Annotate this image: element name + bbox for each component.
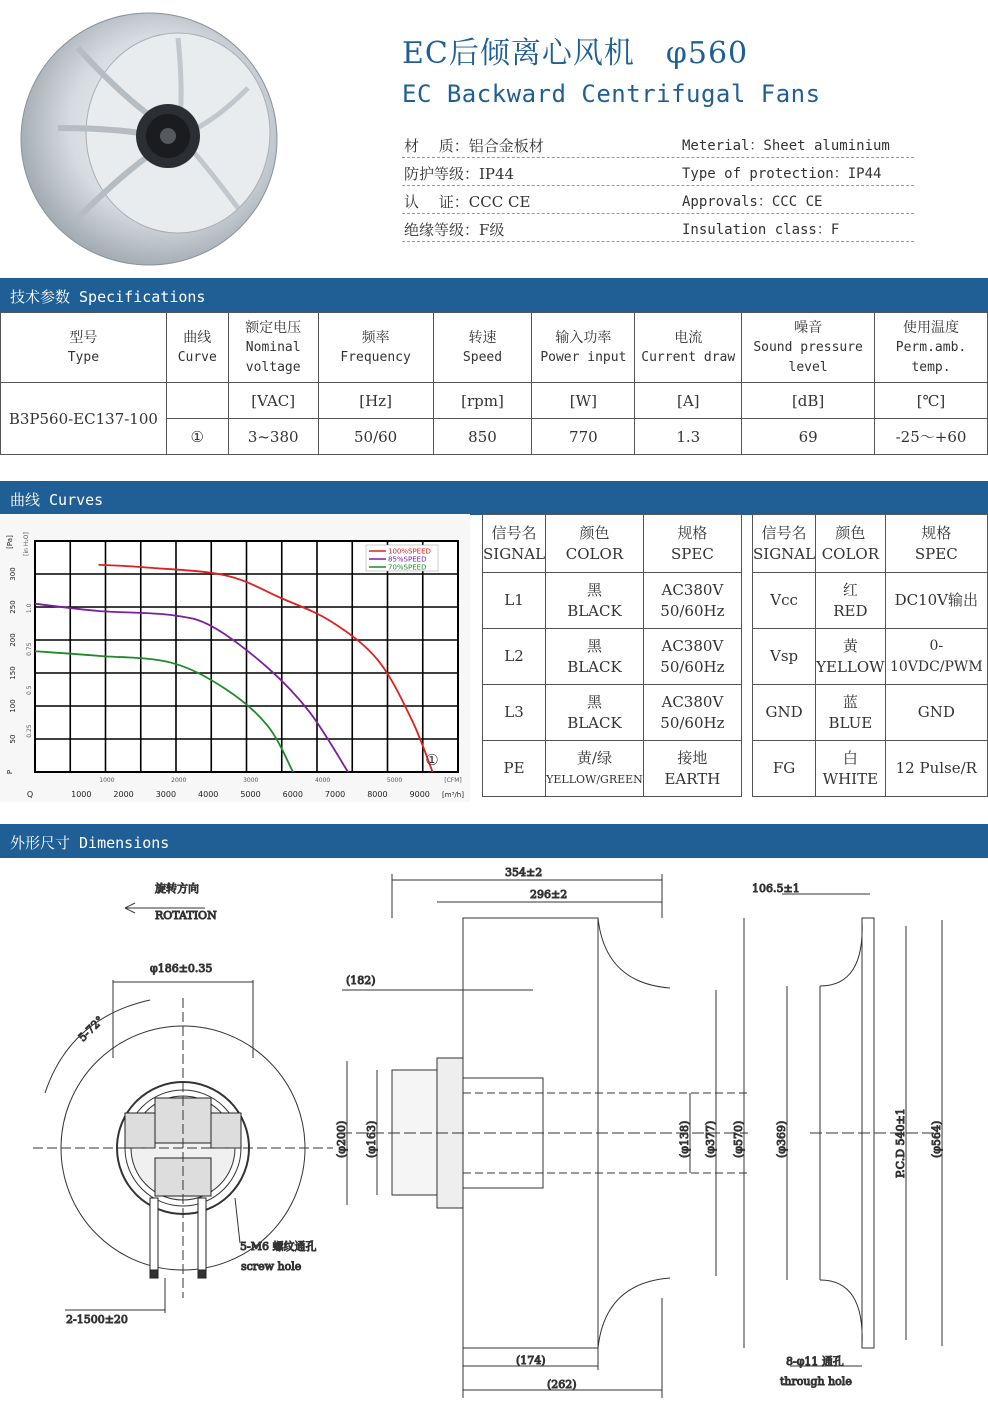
x-tick-label: 3000 <box>155 790 177 799</box>
sig-header-spec: 规格 SPEC <box>885 515 987 573</box>
y-tick-label: 100 <box>9 699 17 713</box>
value-current: 1.3 <box>635 419 742 455</box>
sig-gnd-color: 蓝 BLUE <box>816 685 886 741</box>
property-list <box>402 130 914 242</box>
dim-w296: 296±2 <box>530 888 568 901</box>
sig-vcc-color: 红 RED <box>816 573 886 629</box>
dim-d186: φ186±0.35 <box>150 962 213 975</box>
value-frequency: 50/60 <box>318 419 433 455</box>
dim-hole-en: through hole <box>780 1375 852 1388</box>
header-current: 电流 Current draw <box>635 313 742 383</box>
y-tick-label: 200 <box>9 633 17 647</box>
dim-screw-cn: 5-M6 螺纹通孔 <box>240 1240 317 1253</box>
property-approvals: 认 证：CCC CE Approvals：CCC CE <box>402 186 914 214</box>
x-tick-label: 1000 <box>71 790 92 799</box>
header-frequency: 频率 Frequency <box>318 313 433 383</box>
sig-fg-spec: 12 Pulse/R <box>885 741 987 797</box>
sig-l3-spec: AC380V 50/60Hz <box>643 685 741 741</box>
x-tick-label: 7000 <box>324 790 346 799</box>
x-axis-label: Q <box>26 790 34 799</box>
dim-d377: (φ377) <box>704 1120 717 1158</box>
sig-l1: L1 <box>483 573 546 629</box>
front-view <box>33 881 333 1326</box>
sig-vcc-spec: DC10V输出 <box>885 573 987 629</box>
legend-label: 70%SPEED <box>388 563 427 572</box>
value-voltage: 3~380 <box>228 419 318 455</box>
cell-empty <box>166 383 228 419</box>
inlet-ring-view <box>752 882 943 1388</box>
page-title-cn: EC后倾离心风机 φ560 <box>402 36 749 71</box>
dim-d369: (φ369) <box>775 1120 788 1158</box>
sig-header-color: 颜色 COLOR <box>816 515 886 573</box>
sig-vsp: Vsp <box>753 629 816 685</box>
sig-fg-color: 白 WHITE <box>816 741 886 797</box>
dim-angle: 5-72° <box>75 1013 107 1045</box>
dim-d200: (φ200) <box>335 1120 348 1158</box>
section-bar-dimensions: 外形尺寸 Dimensions <box>0 824 988 858</box>
specification-table <box>0 312 988 455</box>
unit-temperature: [℃] <box>875 383 988 419</box>
rotation-label-cn: 旋转方向 <box>155 882 199 895</box>
sig-header-spec: 规格 SPEC <box>643 515 741 573</box>
x-tick-label-cfm: 3000 <box>243 777 259 784</box>
sig-pe-spec: 接地 EARTH <box>643 741 741 797</box>
sig-pe: PE <box>483 741 546 797</box>
y-tick-label: 50 <box>9 734 17 744</box>
dim-screw-en: screw hole <box>241 1260 302 1273</box>
value-noise: 69 <box>742 419 875 455</box>
property-protection: 防护等级：IP44 Type of protection：IP44 <box>402 158 914 186</box>
header-voltage: 额定电压 Nominal voltage <box>228 313 318 383</box>
dim-hole-cn: 8-φ11 通孔 <box>786 1355 844 1368</box>
y-unit2-label: [in H₂O] <box>23 532 30 556</box>
rotation-label-en: ROTATION <box>155 909 217 922</box>
signal-table-control <box>752 514 988 797</box>
sig-header-signal: 信号名 SIGNAL <box>483 515 546 573</box>
x-tick-label-cfm: 2000 <box>171 777 187 784</box>
sig-header-color: 颜色 COLOR <box>546 515 644 573</box>
x-unit-label: [m³/h] <box>442 791 464 799</box>
sig-l2-spec: AC380V 50/60Hz <box>643 629 741 685</box>
sig-l1-color: 黑 BLACK <box>546 573 644 629</box>
unit-frequency: [Hz] <box>318 383 433 419</box>
header-power: 输入功率 Power input <box>532 313 635 383</box>
sig-l2-color: 黑 BLACK <box>546 629 644 685</box>
sig-header-signal: 信号名 SIGNAL <box>753 515 816 573</box>
unit-current: [A] <box>635 383 742 419</box>
dim-d163: (φ163) <box>365 1120 378 1158</box>
dim-w106: 106.5±1 <box>752 882 800 895</box>
x-tick-label-cfm: 1000 <box>99 777 115 784</box>
dim-d564: (φ564) <box>930 1120 943 1158</box>
value-power: 770 <box>532 419 635 455</box>
legend-label: 100%SPEED <box>388 547 431 556</box>
header-curve: 曲线 Curve <box>166 313 228 383</box>
section-bar-curves: 曲线 Curves <box>0 481 988 515</box>
y-unit-label: [Pa] <box>6 535 14 549</box>
x-tick-label: 4000 <box>198 790 219 799</box>
x-tick-label: 5000 <box>240 790 261 799</box>
cell-model: B3P560-EC137-100 <box>1 383 167 455</box>
side-view <box>335 866 748 1398</box>
sig-l2: L2 <box>483 629 546 685</box>
x-tick-label: 6000 <box>282 790 303 799</box>
sig-gnd-spec: GND <box>885 685 987 741</box>
property-insulation: 绝缘等级：F级 Insulation class：F <box>402 214 914 242</box>
dim-d182: (182) <box>346 974 376 987</box>
dim-d262: (262) <box>547 1378 577 1391</box>
x-tick-label: 9000 <box>409 790 430 799</box>
y-tick-label: 150 <box>9 666 17 680</box>
sig-vcc: Vcc <box>753 573 816 629</box>
y-tick-label-inh2o: 0.75 <box>26 642 33 656</box>
dim-cable: 2-1500±20 <box>66 1313 128 1326</box>
fan-product-photo <box>18 8 280 270</box>
property-material: 材 质：铝合金板材 Meterial：Sheet aluminium <box>402 130 914 158</box>
unit-power: [W] <box>532 383 635 419</box>
dim-pcd: P.C.D 540±1 <box>894 1108 907 1178</box>
curve-marker: ① <box>425 751 439 769</box>
header-noise: 噪音 Sound pressure level <box>742 313 875 383</box>
dim-w354: 354±2 <box>505 866 543 879</box>
y-tick-label: 250 <box>9 600 17 614</box>
value-curve: ① <box>166 419 228 455</box>
y-tick-label-inh2o: 0.25 <box>26 724 33 738</box>
unit-voltage: [VAC] <box>228 383 318 419</box>
y-tick-label-inh2o: 1.0 <box>26 603 33 614</box>
sig-l3: L3 <box>483 685 546 741</box>
x-tick-label: 2000 <box>113 790 134 799</box>
sig-pe-color: 黄/绿 YELLOW/GREEN <box>546 741 644 797</box>
dimension-drawing <box>0 858 988 1407</box>
x-unit2-label: [CFM] <box>444 777 462 784</box>
unit-noise: [dB] <box>742 383 875 419</box>
signal-table-power <box>482 514 742 797</box>
dim-d138: (φ138) <box>678 1120 691 1158</box>
x-tick-label-cfm: 4000 <box>314 777 331 784</box>
sig-gnd: GND <box>753 685 816 741</box>
y-axis-label: P <box>6 769 14 775</box>
y-tick-label: 300 <box>9 567 17 581</box>
dim-d570: (φ570) <box>732 1120 745 1158</box>
unit-speed: [rpm] <box>433 383 532 419</box>
header-temperature: 使用温度 Perm.amb. temp. <box>875 313 988 383</box>
page-title-en: EC Backward Centrifugal Fans <box>402 80 821 108</box>
header-speed: 转速 Speed <box>433 313 532 383</box>
header-type: 型号 Type <box>1 313 167 383</box>
value-temperature: -25～+60 <box>875 419 988 455</box>
x-tick-label: 8000 <box>367 790 388 799</box>
sig-l3-color: 黑 BLACK <box>546 685 644 741</box>
section-bar-specifications: 技术参数 Specifications <box>0 278 988 312</box>
sig-vsp-color: 黄 YELLOW <box>816 629 886 685</box>
sig-vsp-spec: 0-10VDC/PWM <box>885 629 987 685</box>
sig-fg: FG <box>753 741 816 797</box>
sig-l1-spec: AC380V 50/60Hz <box>643 573 741 629</box>
x-tick-label-cfm: 5000 <box>386 777 403 784</box>
legend-label: 85%SPEED <box>388 555 427 564</box>
value-speed: 850 <box>433 419 532 455</box>
dim-d174: (174) <box>516 1354 546 1367</box>
fan-curve-chart <box>0 514 470 802</box>
y-tick-label-inh2o: 0.5 <box>26 685 33 695</box>
